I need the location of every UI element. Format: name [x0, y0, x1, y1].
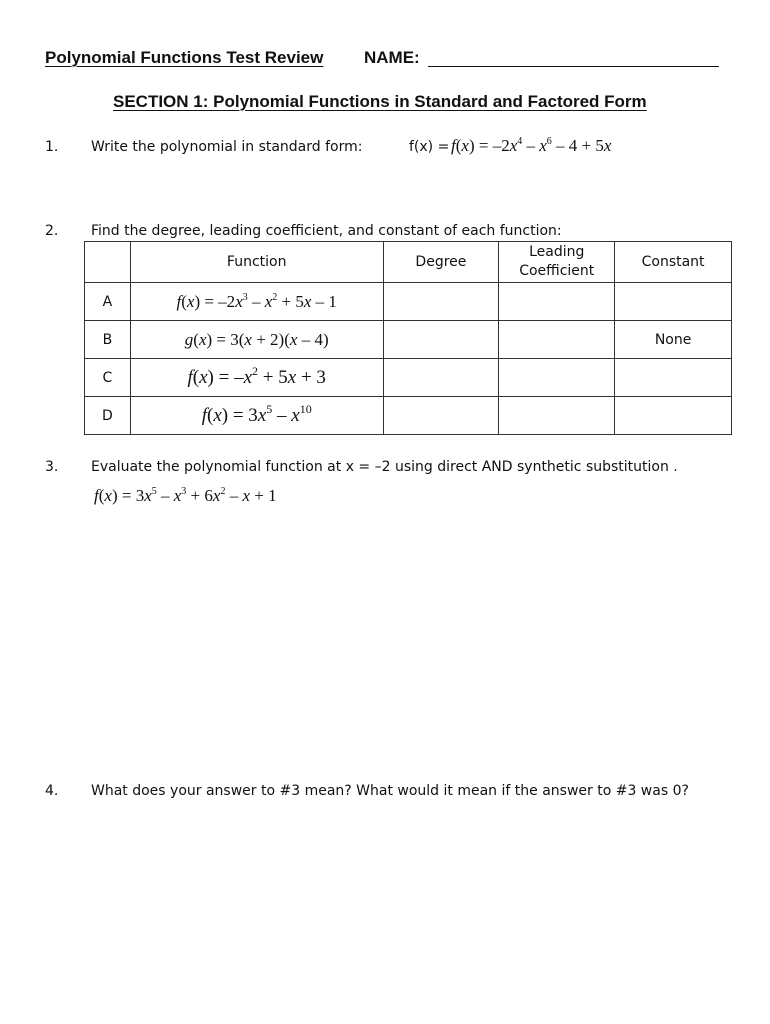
question-4-text: What does your answer to #3 mean? What would it mean if the answer to #3 was 0?	[91, 783, 689, 799]
table-row	[85, 359, 732, 397]
row-label: B	[85, 321, 131, 359]
row-label: A	[85, 283, 131, 321]
name-field-line[interactable]	[428, 66, 719, 67]
function-table	[84, 241, 732, 435]
row-label: D	[85, 397, 131, 435]
function-cell	[130, 321, 383, 359]
header-cell-constant: Constant	[615, 242, 732, 283]
question-1-expr-label: f(x) =	[409, 139, 450, 155]
row-label: C	[85, 359, 131, 397]
function-cell	[130, 397, 383, 435]
constant-answer-cell[interactable]	[615, 283, 732, 321]
function-a-expression: $f(x) = -2x^3 - x^2 + 5x - 1$	[176, 291, 337, 311]
leading-coefficient-answer-cell[interactable]	[499, 321, 615, 359]
header-cell-degree: Degree	[383, 242, 499, 283]
degree-answer-cell[interactable]	[383, 359, 499, 397]
table-row	[85, 321, 732, 359]
leading-coefficient-answer-cell[interactable]	[499, 283, 615, 321]
function-c-expression: $f(x) = -x^2 + 5x + 3$	[187, 363, 326, 388]
question-4-number: 4.	[45, 783, 59, 799]
section-title: SECTION 1: Polynomial Functions in Standard and Factored Form	[113, 92, 647, 111]
question-3-number: 3.	[45, 459, 59, 475]
function-b-expression: g(x) = 3(x + 2)(x – 4)	[184, 329, 329, 349]
degree-answer-cell[interactable]	[383, 283, 499, 321]
function-cell	[130, 359, 383, 397]
question-3-expression: $f(x) = 3x^5 - x^3 + 6x^2 - x + 1$	[94, 486, 277, 505]
question-3-work-area[interactable]	[45, 515, 725, 770]
question-1-number: 1.	[45, 139, 59, 155]
question-1-text: Write the polynomial in standard form:	[91, 139, 363, 155]
function-d-expression: $f(x) = 3x^5 - x^{10}$	[201, 401, 312, 426]
table-row	[85, 397, 732, 435]
constant-answer-cell[interactable]: None	[615, 321, 732, 359]
question-2-number: 2.	[45, 223, 59, 239]
constant-answer-cell[interactable]	[615, 397, 732, 435]
question-4-answer-area[interactable]	[45, 810, 725, 1000]
constant-answer-cell[interactable]	[615, 359, 732, 397]
degree-answer-cell[interactable]	[383, 321, 499, 359]
question-2-text: Find the degree, leading coefficient, and constant of each function:	[91, 223, 562, 239]
name-label: NAME:	[364, 48, 420, 67]
leading-coefficient-answer-cell[interactable]	[499, 359, 615, 397]
table-row	[85, 283, 732, 321]
table-header-row	[85, 242, 732, 283]
worksheet-title: Polynomial Functions Test Review	[45, 48, 324, 67]
header-cell-function: Function	[130, 242, 383, 283]
header-cell-label	[85, 242, 131, 283]
degree-answer-cell[interactable]	[383, 397, 499, 435]
question-3-text: Evaluate the polynomial function at x = –2 using direct AND synthetic substitution .	[91, 459, 678, 475]
function-cell	[130, 283, 383, 321]
header-cell-leading-coefficient: Leading Coefficient	[499, 242, 615, 283]
question-1-expression: $f(x) = -2x^4 - x^6 - 4 + 5x$	[451, 136, 612, 155]
leading-coefficient-answer-cell[interactable]	[499, 397, 615, 435]
